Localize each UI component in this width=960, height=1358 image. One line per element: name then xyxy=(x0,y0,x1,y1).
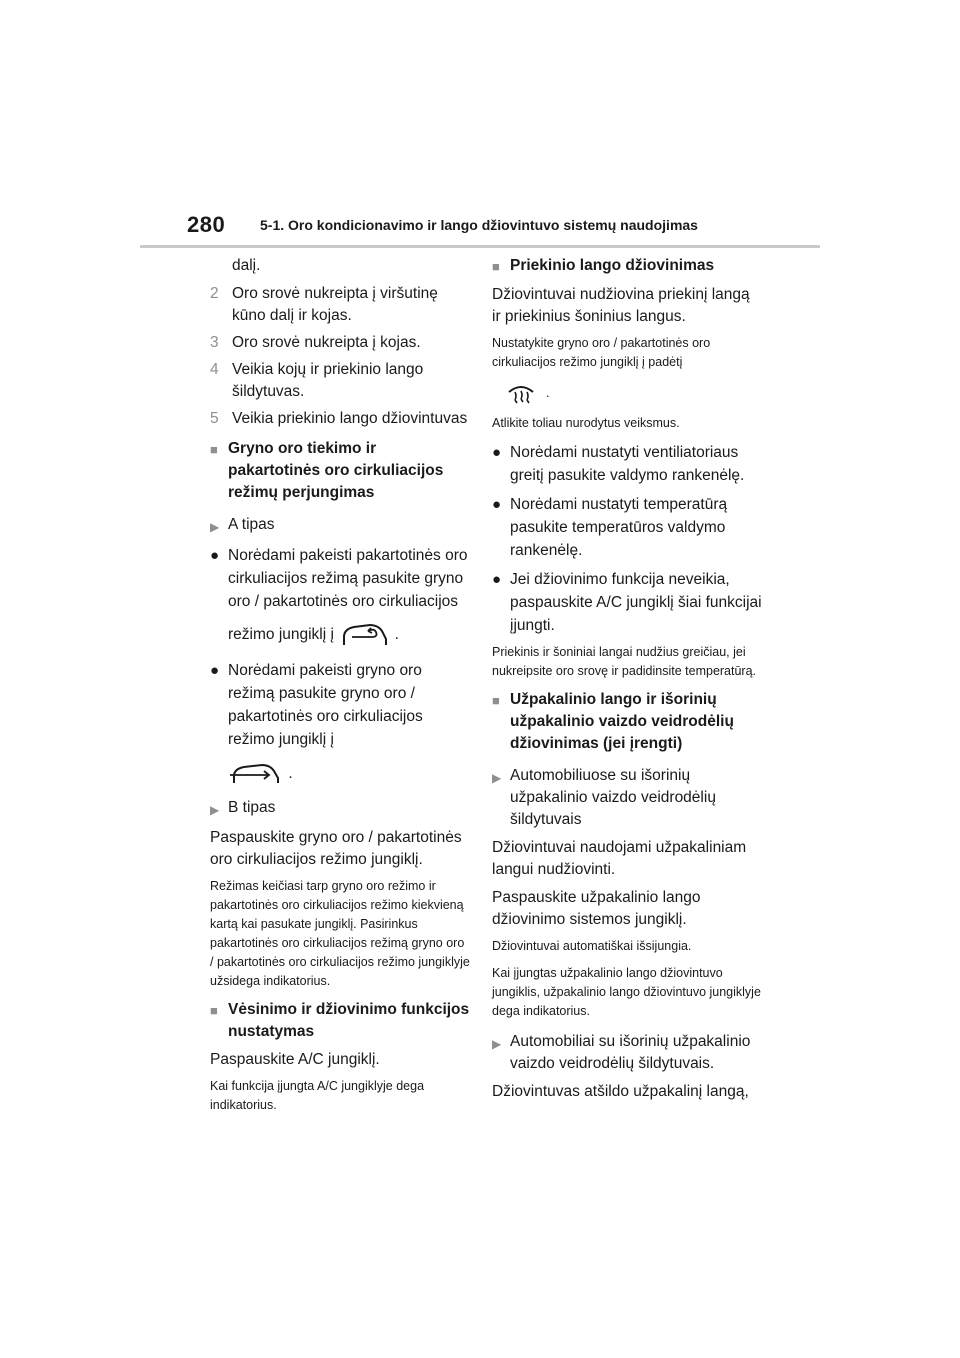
bullet-dot-icon: ● xyxy=(492,444,502,461)
item-number: 2 xyxy=(210,285,219,302)
subheading-with-mirror-heaters: ▶ Automobiliuose su išorinių užpakalinio vaizdo veidrodėlių šildytuvais xyxy=(492,765,762,831)
bullet-recirculation: ● Norėdami pakeisti pakartotinės oro cirkuliacijos režimą pasukite gryno oro / pakartotinės oro cirkuliacijos režimo jungiklį į . xyxy=(210,544,470,649)
page-header xyxy=(140,210,820,248)
ac-note: Kai funkcija įjungta A/C jungiklyje dega indikatorius. xyxy=(210,1079,425,1112)
numbered-item xyxy=(210,283,470,327)
item-text: Veikia priekinio lango džiovintuvas xyxy=(232,410,468,427)
subheading-mirror-heaters: ▶ Automobiliai su išorinių užpakalinio vaizdo veidrodėlių šildytuvais. xyxy=(492,1031,762,1075)
numbered-item xyxy=(210,408,470,430)
windshield-paragraph: Džiovintuvai nudžiovina priekinį langą ir priekinius šoninius langus. xyxy=(492,286,750,325)
faster-dry-note: Priekinis ir šoniniai langai nudžius greičiau, jei nukreipsite oro srovę ir padidinsite temperatūrą. xyxy=(492,645,757,678)
triangle-bullet-icon: ▶ xyxy=(492,1037,502,1051)
type-b-note: Režimas keičiasi tarp gryno oro režimo ir pakartotinės oro cirkuliacijos režimo kiekvieną kartą kai pasukate jungiklį. Pasirinkus pakartotinės oro cirkuliacijos režimą gryno oro / pakartotinės oro cirkuliacijos režimo jungiklyje užsidega indikatorius. xyxy=(210,879,470,988)
ac-paragraph: Paspauskite A/C jungiklį. xyxy=(210,1051,380,1068)
page-number: 280 xyxy=(187,212,226,237)
bullet-dot-icon: ● xyxy=(210,547,220,564)
bullet-item: ● Norėdami nustatyti ventiliatoriaus greitį pasukite valdymo rankenėlę. xyxy=(492,441,762,487)
subheading-type-b: ▶ B tipas xyxy=(210,797,470,821)
section-heading-windshield: ■ Priekinio lango džiovinimas xyxy=(492,255,762,278)
square-bullet-icon: ■ xyxy=(210,442,218,457)
item-number: 4 xyxy=(210,361,219,378)
item-text: Oro srovė nukreipta į viršutinę kūno dalį ir kojas. xyxy=(232,285,438,324)
numbered-item xyxy=(210,332,470,354)
section-heading-air-mode: ■ Gryno oro tiekimo ir pakartotinės oro cirkuliacijos režimų perjungimas xyxy=(210,438,470,504)
bullet-item: ● Norėdami nustatyti temperatūrą pasukite temperatūros valdymo rankenėlę. xyxy=(492,493,762,562)
item-text: Oro srovė nukreipta į kojas. xyxy=(232,334,421,351)
auto-off-note: Džiovintuvai automatiškai išsijungia. xyxy=(492,939,692,953)
fresh-air-icon xyxy=(228,761,284,787)
square-bullet-icon: ■ xyxy=(492,693,500,708)
item-number: 5 xyxy=(210,410,219,427)
indicator-note: Kai įjungtas užpakalinio lango džiovintuvo jungiklis, užpakalinio lango džiovintuvo jungiklyje dega indikatorius. xyxy=(492,966,761,1018)
bullet-dot-icon: ● xyxy=(492,496,502,513)
bullet-dot-icon: ● xyxy=(210,662,220,679)
triangle-bullet-icon: ▶ xyxy=(492,771,502,785)
bullet-dot-icon: ● xyxy=(492,571,502,588)
windshield-note: Nustatykite gryno oro / pakartotinės oro cirkuliacijos režimo jungiklį į padėtį xyxy=(492,336,711,369)
numbered-item xyxy=(210,359,470,403)
left-column xyxy=(210,255,470,1123)
rear-paragraph-1: Džiovintuvai naudojami užpakaliniam langui nudžiovinti. xyxy=(492,839,747,878)
recirculation-icon xyxy=(338,621,390,649)
bullet-fresh-air: ● Norėdami pakeisti gryno oro režimą pasukite gryno oro / pakartotinės oro cirkuliacijos režimo jungiklį į . xyxy=(210,659,470,787)
continued-text: dalį. xyxy=(232,257,261,274)
section-heading-ac: ■ Vėsinimo ir džiovinimo funkcijos nustatymas xyxy=(210,999,470,1043)
rear-paragraph-2: Paspauskite užpakalinio lango džiovinimo sistemos jungiklį. xyxy=(492,889,701,928)
right-column xyxy=(492,255,762,1109)
bullet-item: ● Jei džiovinimo funkcija neveikia, paspauskite A/C jungiklį šiai funkcijai įjungti. xyxy=(492,568,762,637)
triangle-bullet-icon: ▶ xyxy=(210,803,220,817)
subheading-type-a: ▶ A tipas xyxy=(210,514,470,538)
section-heading-rear-window: ■ Užpakalinio lango ir išorinių užpakalinio vaizdo veidrodėlių džiovinimas (jei įrengti) xyxy=(492,689,762,755)
type-b-paragraph: Paspauskite gryno oro / pakartotinės oro cirkuliacijos režimo jungiklį. xyxy=(210,829,462,868)
steps-note: Atlikite toliau nurodytus veiksmus. xyxy=(492,416,680,430)
item-text: Veikia kojų ir priekinio lango šildytuvas. xyxy=(232,361,424,400)
windshield-defrost-icon xyxy=(506,380,536,406)
square-bullet-icon: ■ xyxy=(492,259,500,274)
triangle-bullet-icon: ▶ xyxy=(210,520,220,534)
rear-paragraph-3: Džiovintuvas atšildo užpakalinį langą, xyxy=(492,1083,749,1100)
item-number: 3 xyxy=(210,334,219,351)
chapter-title: 5-1. Oro kondicionavimo ir lango džiovintuvo sistemų naudojimas xyxy=(260,217,698,233)
defrost-icon-line: . xyxy=(492,380,762,406)
square-bullet-icon: ■ xyxy=(210,1003,218,1018)
